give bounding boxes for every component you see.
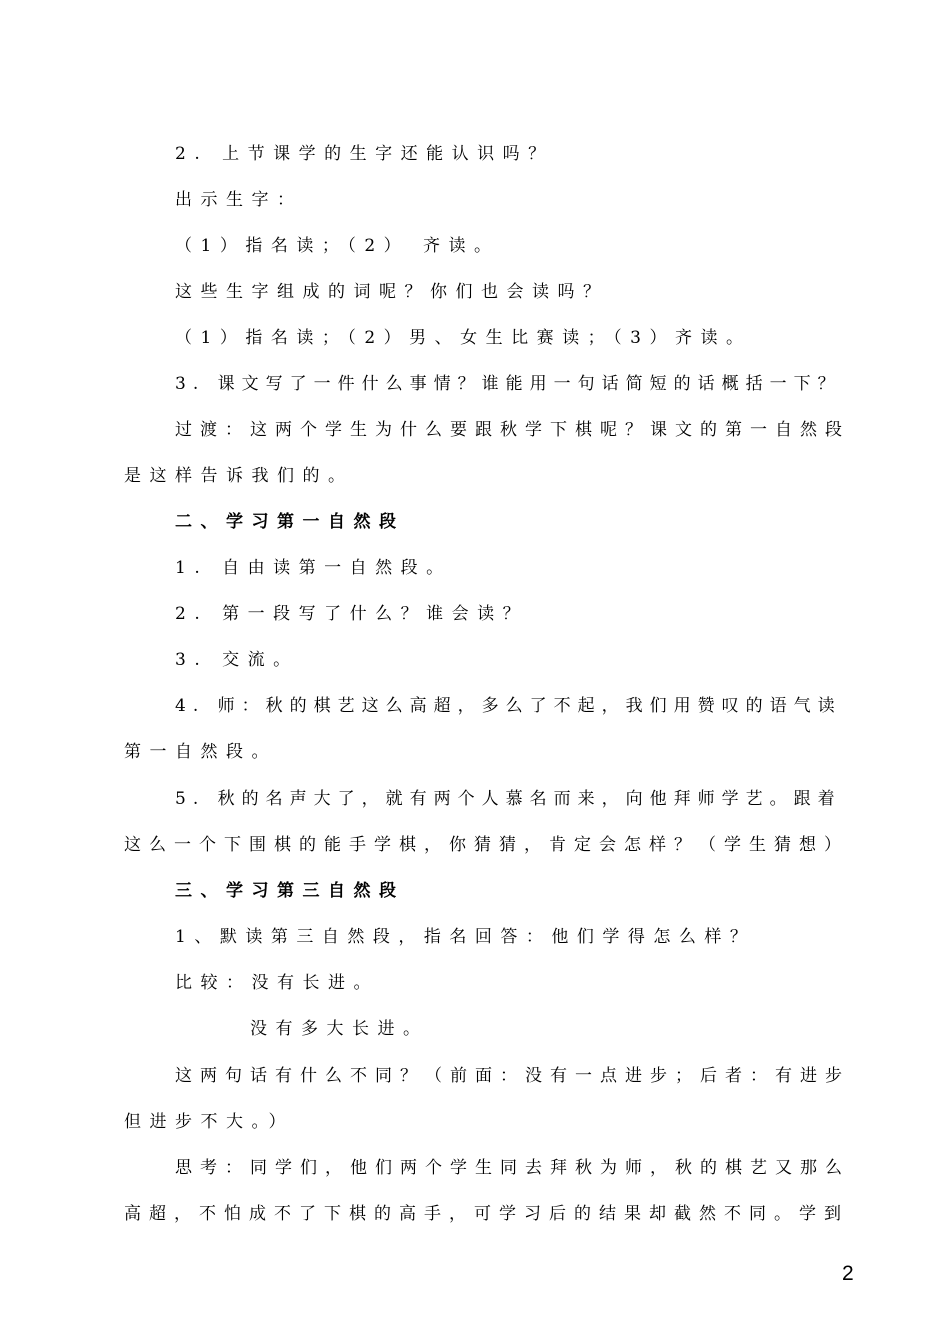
text-line: 第一自然段。	[124, 742, 277, 762]
text-line: 5. 秋的名声大了，就有两个人慕名而来，向他拜师学艺。跟着	[175, 789, 842, 809]
text-line: 这么一个下围棋的能手学棋，你猜猜，肯定会怎样？（学生猜想）	[124, 835, 849, 855]
text-line: 这些生字组成的词呢？你们也会读吗？	[175, 282, 609, 302]
text-line: 但进步不大。）	[124, 1112, 294, 1132]
section-heading: 三、学习第三自然段	[175, 881, 405, 901]
text-line: 没有多大长进。	[250, 1019, 429, 1039]
page-number: 2	[842, 1262, 854, 1285]
text-line: 2. 第一段写了什么？谁会读？	[175, 604, 529, 624]
text-line: （1）指名读；（2）男、女生比赛读；（3）齐读。	[175, 328, 752, 348]
text-line: 高超，不怕成不了下棋的高手，可学习后的结果却截然不同。学到	[124, 1204, 849, 1224]
text-line: 过渡：这两个学生为什么要跟秋学下棋呢？课文的第一自然段	[175, 420, 850, 440]
text-line: 思考：同学们，他们两个学生同去拜秋为师，秋的棋艺又那么	[175, 1158, 850, 1178]
text-line: 是这样告诉我们的。	[124, 466, 354, 486]
text-line: （1）指名读；（2） 齐读。	[175, 236, 500, 256]
text-line: 这两句话有什么不同？（前面：没有一点进步；后者：有进步	[175, 1066, 850, 1086]
text-line: 2. 上节课学的生字还能认识吗？	[175, 144, 554, 164]
text-line: 1. 自由读第一自然段。	[175, 558, 452, 578]
text-line: 4. 师：秋的棋艺这么高超，多么了不起，我们用赞叹的语气读	[175, 696, 842, 716]
text-line: 出示生字：	[175, 190, 303, 210]
text-line: 比较：没有长进。	[175, 973, 379, 993]
text-line: 3. 交流。	[175, 650, 299, 670]
text-line: 1、默读第三自然段，指名回答：他们学得怎么样？	[175, 927, 756, 947]
text-line: 3. 课文写了一件什么事情？谁能用一句话简短的话概括一下？	[175, 374, 842, 394]
section-heading: 二、学习第一自然段	[175, 512, 405, 532]
